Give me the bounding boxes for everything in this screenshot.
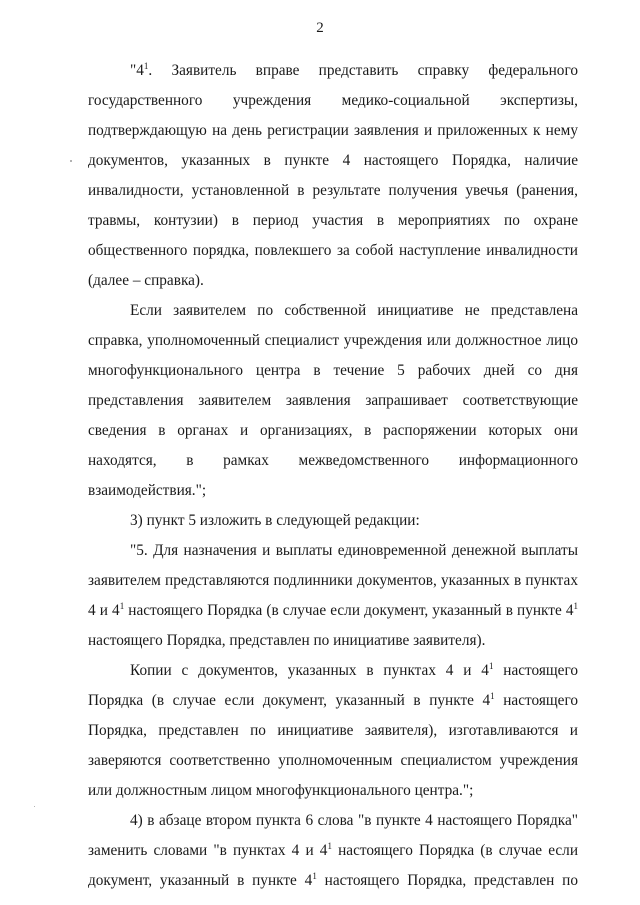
paragraph-line: многофункционального центра в течение 5 рабочих дней со дня (88, 362, 578, 379)
paragraph-line: Копии с документов, указанных в пунктах 4 и $4^1$ настоящего (130, 661, 579, 679)
paragraph-line: сведения в органах и организациях, в распоряжении которых они (88, 422, 578, 439)
paragraph-line: Порядка (в случае если документ, указанный в пункте $4^1$ настоящего (88, 691, 578, 709)
paragraph-line: заменить словами "в пунктах 4 и $4^1$ настоящего Порядка (в случае если (88, 841, 579, 859)
paragraph-line: или должностным лицом многофункционального центра."; (88, 782, 474, 799)
paragraph-line: представления заявителем заявления запрашивает соответствующие (88, 392, 578, 409)
paragraph-line: Порядка, представлен по инициативе заявителя), изготавливаются и (88, 722, 578, 739)
paragraph-line: государственного учреждения медико-социальной экспертизы, (88, 92, 578, 109)
paragraph-line: находятся, в рамках межведомственного информационного (88, 452, 578, 469)
paragraph-line: документов, указанных в пункте 4 настоящего Порядка, наличие (88, 152, 578, 169)
paragraph-line: травмы, контузии) в период участия в мероприятиях по охране (88, 212, 578, 229)
paragraph-line: справка, уполномоченный специалист учреждения или должностное лицо (88, 332, 578, 349)
paragraph-line: 4 и $4^1$ настоящего Порядка (в случае если документ, указанный в пункте $4^1$ (88, 601, 578, 619)
paragraph-line: инвалидности, установленной в результате получения увечья (ранения, (88, 182, 578, 199)
paragraph-line: настоящего Порядка, представлен по инициативе заявителя). (88, 632, 486, 649)
paragraph-line: 4) в абзаце втором пункта 6 слова "в пункте 4 настоящего Порядка" (130, 812, 578, 829)
paragraph-line: заверяются соответственно уполномоченным специалистом учреждения (88, 752, 578, 769)
paragraph-line: 3) пункт 5 изложить в следующей редакции: (130, 512, 420, 529)
paragraph-line: (далее – справка). (88, 272, 204, 289)
paragraph-line: "$4^1$. Заявитель вправе представить справку федерального (130, 61, 578, 79)
paragraph-line: "5. Для назначения и выплаты единовременной денежной выплаты (130, 542, 578, 559)
margin-mark (34, 806, 35, 807)
paragraph-line: подтверждающую на день регистрации заявления и приложенных к нему (88, 122, 578, 139)
paragraph-line: заявителем представляются подлинники документов, указанных в пунктах (88, 572, 578, 589)
margin-mark (70, 160, 72, 162)
paragraph-line: общественного порядка, повлекшего за собой наступление инвалидности (88, 242, 578, 259)
paragraph-line: документ, указанный в пункте $4^1$ настоящего Порядка, представлен по (88, 871, 578, 889)
paragraph-line: взаимодействия."; (88, 482, 207, 499)
page-number: 2 (316, 20, 324, 36)
paragraph-line: Если заявителем по собственной инициативе не представлена (130, 302, 578, 319)
